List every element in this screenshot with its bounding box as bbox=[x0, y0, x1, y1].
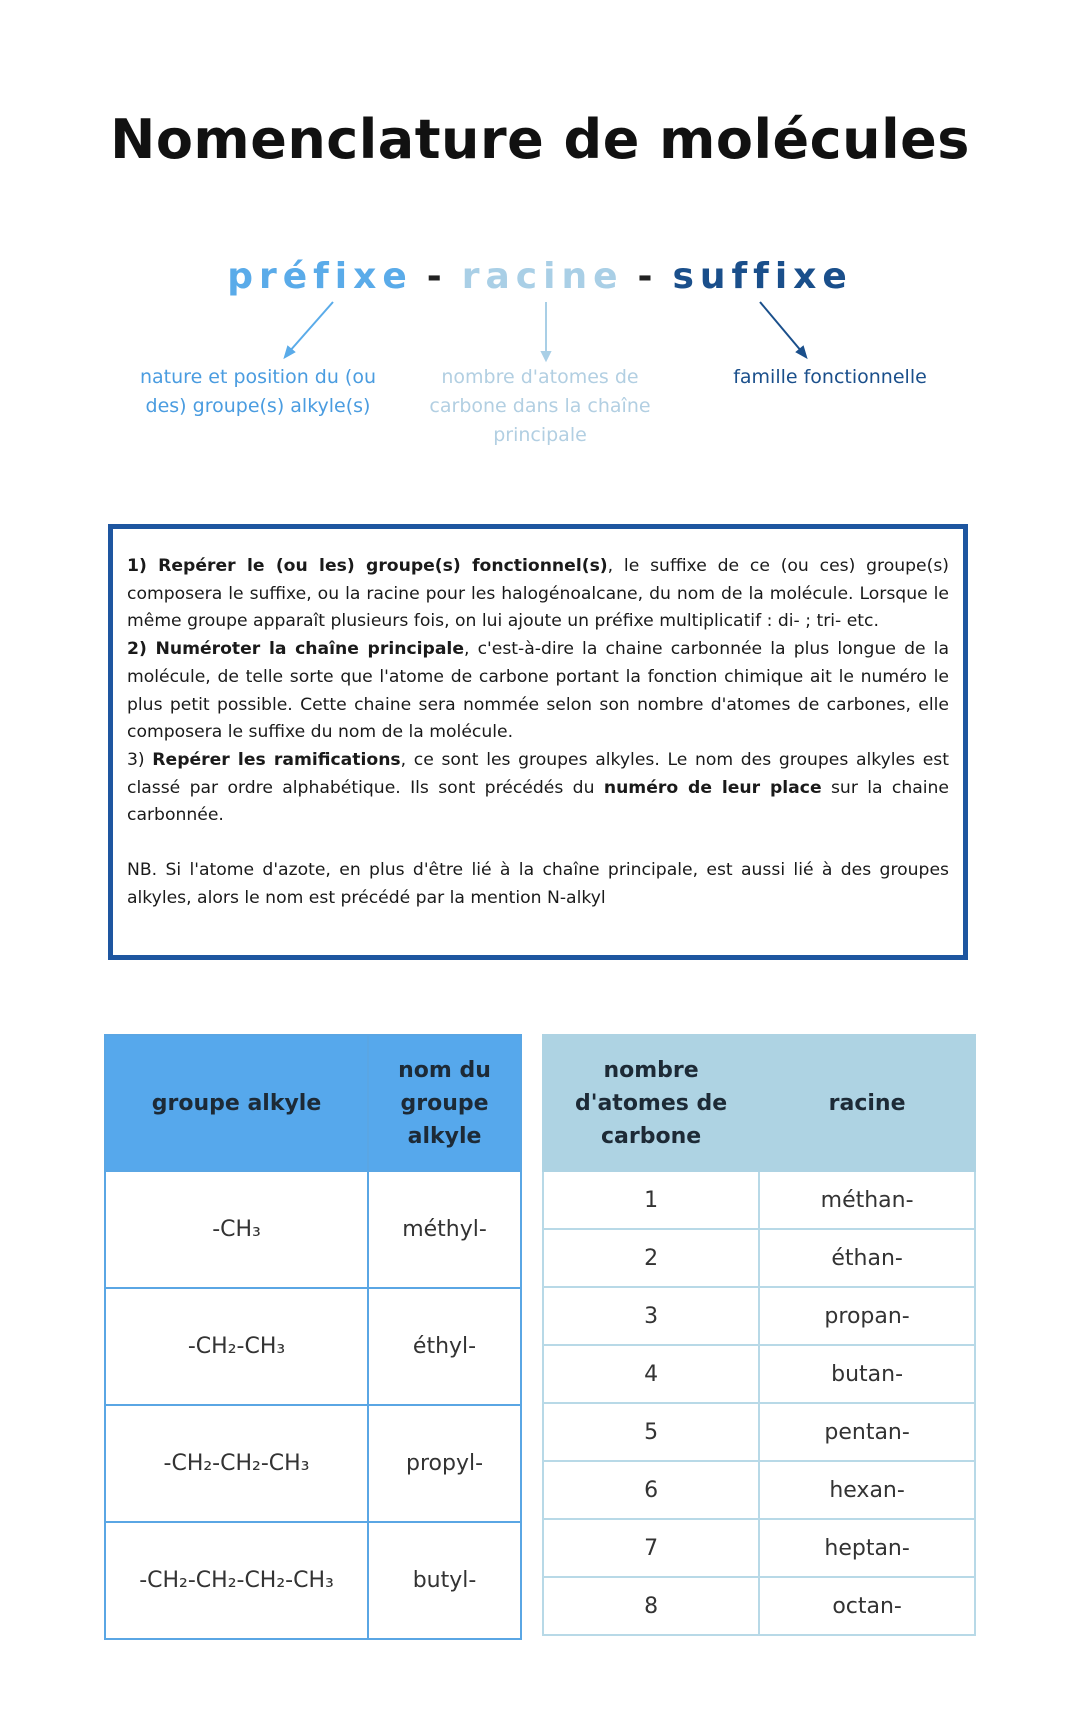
rule-3-text: , ce sont les groupes alkyles. Le nom des groupes alkyles est classé par ordre alphabétique. Ils sont précédés du bbox=[127, 749, 949, 798]
formula-suffix: suffixe bbox=[672, 256, 853, 297]
nomenclature-formula bbox=[0, 256, 1080, 297]
table-row bbox=[105, 1405, 521, 1522]
alkyl-name: propyl- bbox=[368, 1405, 521, 1522]
formula-dash: - bbox=[637, 256, 659, 297]
table-row bbox=[543, 1229, 975, 1287]
prefix-arrow-icon bbox=[285, 302, 333, 357]
column-header: nombre d'atomes de carbone bbox=[543, 1035, 759, 1171]
root-name: butan- bbox=[759, 1345, 975, 1403]
table-row bbox=[105, 1171, 521, 1288]
root-arrow-icon bbox=[542, 302, 550, 360]
table-row bbox=[105, 1288, 521, 1405]
rule-2-heading: 2) Numéroter la chaîne principale bbox=[127, 639, 464, 660]
rule-3 bbox=[127, 747, 949, 830]
carbon-count: 7 bbox=[543, 1519, 759, 1577]
page-title: Nomenclature de molécules bbox=[110, 108, 970, 171]
alkyl-name: méthyl- bbox=[368, 1171, 521, 1288]
formula-prefix: préfixe bbox=[227, 256, 413, 297]
table-row bbox=[543, 1345, 975, 1403]
table-row bbox=[543, 1461, 975, 1519]
table-header-row bbox=[105, 1035, 521, 1171]
table-row bbox=[543, 1577, 975, 1635]
rule-1 bbox=[127, 553, 949, 636]
suffix-description: famille fonctionnelle bbox=[733, 366, 927, 388]
carbon-count: 4 bbox=[543, 1345, 759, 1403]
column-header: groupe alkyle bbox=[105, 1035, 368, 1171]
formula-root: racine bbox=[461, 256, 624, 297]
alkyl-name: butyl- bbox=[368, 1522, 521, 1639]
carbon-count: 3 bbox=[543, 1287, 759, 1345]
table-row bbox=[543, 1171, 975, 1229]
column-header: racine bbox=[759, 1035, 975, 1171]
root-name: octan- bbox=[759, 1577, 975, 1635]
nb-note: NB. Si l'atome d'azote, en plus d'être lié à la chaîne principale, est aussi lié à des groupes alkyles, alors le nom est précédé par la mention N-alkyl bbox=[127, 860, 949, 908]
alkyl-group-table bbox=[104, 1034, 522, 1640]
carbon-count: 2 bbox=[543, 1229, 759, 1287]
table-row bbox=[543, 1403, 975, 1461]
column-header: nom du groupe alkyle bbox=[368, 1035, 521, 1171]
rule-2 bbox=[127, 636, 949, 747]
alkyl-formula: -CH₂-CH₂-CH₂-CH₃ bbox=[105, 1522, 368, 1639]
root-description: nombre d'atomes de carbone dans la chaîne principale bbox=[429, 366, 651, 446]
alkyl-formula: -CH₃ bbox=[105, 1171, 368, 1288]
rule-3-heading: Repérer les ramifications bbox=[152, 749, 401, 770]
rule-2-text: , c'est-à-dire la chaine carbonnée la plus longue de la molécule, de telle sorte que l'atome de carbone portant la fonction chimique ait le numéro le plus petit possible. Cette chaine sera nommée selon son nombre d'atomes de carbones, elle composera le suffixe du nom de la molécule. bbox=[127, 639, 949, 743]
alkyl-formula: -CH₂-CH₂-CH₃ bbox=[105, 1405, 368, 1522]
root-name: propan- bbox=[759, 1287, 975, 1345]
table-row bbox=[543, 1287, 975, 1345]
formula-arrows bbox=[0, 296, 1080, 366]
prefix-description: nature et position du (ou des) groupe(s) alkyle(s) bbox=[140, 366, 376, 417]
rules-box bbox=[108, 524, 968, 960]
alkyl-name: éthyl- bbox=[368, 1288, 521, 1405]
table-header-row bbox=[543, 1035, 975, 1171]
carbon-count: 8 bbox=[543, 1577, 759, 1635]
carbon-count: 6 bbox=[543, 1461, 759, 1519]
rule-3-number: 3) bbox=[127, 749, 153, 770]
suffix-arrow-icon bbox=[760, 302, 806, 357]
root-name: heptan- bbox=[759, 1519, 975, 1577]
root-name: éthan- bbox=[759, 1229, 975, 1287]
root-name: méthan- bbox=[759, 1171, 975, 1229]
rule-1-text: , le suffixe de ce (ou ces) groupe(s) composera le suffixe, ou la racine pour les halogénoalcane, du nom de la molécule. Lorsque le même groupe apparaît plusieurs fois, on lui ajoute un préfixe multiplicatif : di- ; tri- etc. bbox=[127, 556, 949, 632]
rule-1-heading: 1) Repérer le (ou les) groupe(s) fonctionnel(s) bbox=[127, 556, 608, 576]
table-row bbox=[543, 1519, 975, 1577]
formula-dash: - bbox=[426, 256, 448, 297]
rule-3-text-end: sur la chaine carbonnée. bbox=[127, 777, 950, 826]
carbon-root-table bbox=[542, 1034, 976, 1636]
table-row bbox=[105, 1522, 521, 1639]
root-name: pentan- bbox=[759, 1403, 975, 1461]
rule-3-emphasis: numéro de leur place bbox=[603, 777, 822, 798]
carbon-count: 5 bbox=[543, 1403, 759, 1461]
alkyl-formula: -CH₂-CH₃ bbox=[105, 1288, 368, 1405]
carbon-count: 1 bbox=[543, 1171, 759, 1229]
root-name: hexan- bbox=[759, 1461, 975, 1519]
